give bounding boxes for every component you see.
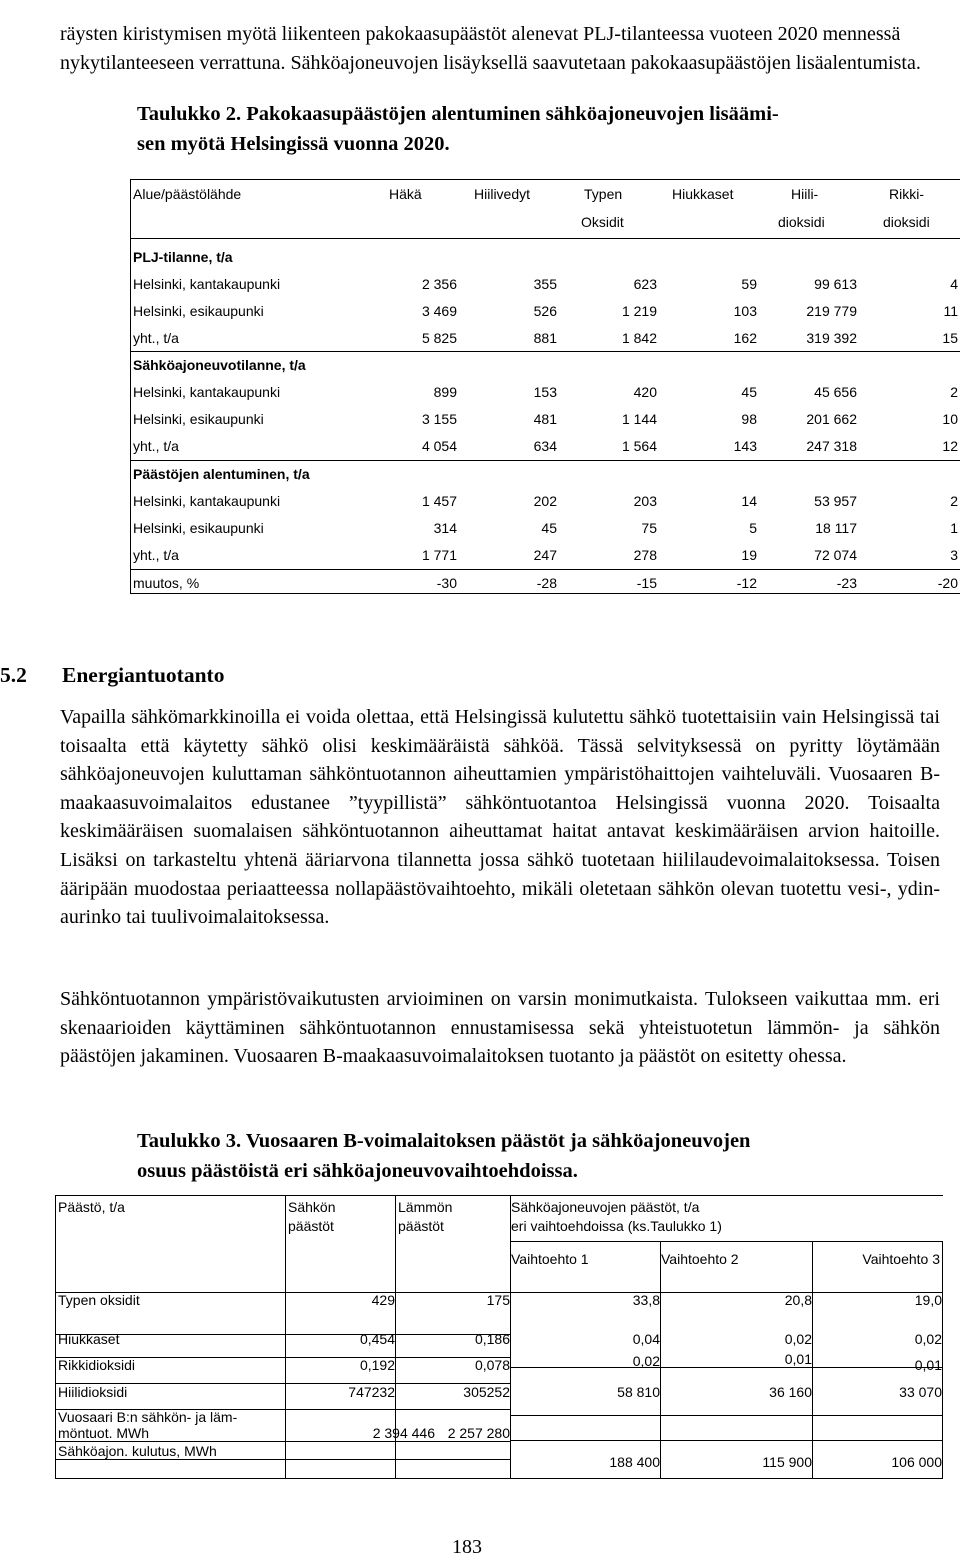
- cell-so2: 15: [942, 330, 958, 346]
- cell-electricity: 747232: [348, 1384, 395, 1400]
- row-label: Rikkidioksidi: [58, 1357, 136, 1373]
- intro-paragraph: räysten kiristymisen myötä liikenteen pakokaasupäästöt alenevat PLJ-tilanteessa vuoteen 2020 mennessä nykytilanteeseen verrattuna. Sähköajoneuvojen lisäyksellä saavutetaan pakokaasupäästöjen lisäalentumista.: [60, 23, 921, 74]
- cell-heat: 2 257 280: [447, 1425, 510, 1441]
- cell-hc: 634: [533, 438, 557, 454]
- table-row: [131, 488, 960, 515]
- cell-hc: 202: [533, 493, 557, 509]
- cell-co: 1 457: [421, 493, 457, 509]
- cell-hc: 45: [541, 520, 557, 536]
- row-label: Helsinki, esikaupunki: [133, 411, 264, 427]
- header-ev-2: eri vaihtoehdoissa (ks.Taulukko 1): [511, 1218, 722, 1234]
- row-label: Sähköajon. kulutus, MWh: [58, 1443, 217, 1459]
- header-co: Häkä: [389, 186, 422, 202]
- cell-nox: 278: [633, 547, 657, 563]
- change-row: [131, 569, 960, 597]
- header-so2-2: dioksidi: [883, 214, 930, 230]
- cell-so2: 4: [950, 276, 958, 292]
- cell-electricity: 0,454: [359, 1331, 395, 1347]
- cell-heat: 0,078: [474, 1357, 510, 1373]
- header-heat-2: päästöt: [398, 1218, 444, 1234]
- header-electricity-2: päästöt: [288, 1218, 334, 1234]
- cell-alt3: 33 070: [899, 1384, 942, 1400]
- cell-so2: 2: [950, 493, 958, 509]
- cell-heat: 305252: [463, 1384, 510, 1400]
- cell-alt2: 0,02: [784, 1331, 812, 1347]
- cell-alt2: 0,01: [784, 1351, 812, 1367]
- header-co2-1: Hiili-: [791, 186, 819, 202]
- cell-nox: 1 219: [621, 303, 657, 319]
- cell-so2: 12: [942, 438, 958, 454]
- row-label: Helsinki, kantakaupunki: [133, 493, 281, 509]
- cell-pm: 14: [741, 493, 757, 509]
- cell-co2: 247 318: [806, 438, 857, 454]
- cell-pm: 103: [733, 303, 757, 319]
- table-row: [131, 433, 960, 460]
- cell-pm: 19: [741, 547, 757, 563]
- power-plant-table: [55, 1195, 943, 1480]
- cell-alt2: 20,8: [784, 1292, 812, 1308]
- cell-co2: 99 613: [814, 276, 857, 292]
- cell-co: 5 825: [421, 330, 457, 346]
- cell-hc: 153: [533, 384, 557, 400]
- cell-alt2: 115 900: [762, 1454, 812, 1470]
- cell-nox: 1 564: [621, 438, 657, 454]
- cell-co: 4 054: [421, 438, 457, 454]
- cell-nox: 203: [633, 493, 657, 509]
- header-pm: Hiukkaset: [672, 186, 734, 202]
- row-label: Helsinki, kantakaupunki: [133, 384, 281, 400]
- cell-nox: 1 144: [621, 411, 657, 427]
- table-row: [131, 542, 960, 569]
- cell-co: 314: [433, 520, 457, 536]
- cell-so2: 11: [943, 303, 958, 319]
- header-alt3: Vaihtoehto 3: [862, 1251, 940, 1267]
- cell-alt1: 58 810: [617, 1384, 660, 1400]
- cell-alt3: 0,02: [914, 1331, 942, 1347]
- row-label: Helsinki, esikaupunki: [133, 520, 264, 536]
- table1-caption-line1: Taulukko 2. Pakokaasupäästöjen alentuminen sähköajoneuvojen lisäämi-: [137, 103, 779, 125]
- cell-electricity: 2 394 446: [372, 1425, 435, 1441]
- cell-hc: 247: [533, 547, 557, 563]
- row-label: Hiilidioksidi: [58, 1384, 128, 1400]
- cell-alt3: 0,01: [914, 1357, 942, 1373]
- cell-alt3: 106 000: [891, 1454, 942, 1470]
- cell-pm: 5: [749, 520, 757, 536]
- cell-pm: 59: [741, 276, 757, 292]
- section-title-row: [131, 351, 960, 379]
- cell-so2: 2: [950, 384, 958, 400]
- cell-co2: 18 117: [815, 520, 857, 536]
- table-row: [131, 406, 960, 433]
- header-emission: Päästö, t/a: [58, 1199, 125, 1215]
- table-row: [131, 271, 960, 298]
- section-title: Päästöjen alentuminen, t/a: [133, 466, 310, 482]
- cell-so2: -20: [937, 575, 958, 591]
- row-label: muutos, %: [133, 575, 200, 591]
- table-row: [131, 325, 960, 352]
- body-paragraph-2: Sähköntuotannon ympäristövaikutusten arvioiminen on varsin monimutkaista. Tulokseen vaikuttaa mm. eri skenaarioiden käyttäminen sähköntuotannon ennustamisessa sekä yhteistuotetun lämmön- ja sähkön päästöjen jakaminen. Vuosaaren B-maakaasuvoimalaitoksen tuotanto ja päästöt on esitetty ohessa.: [60, 988, 940, 1068]
- cell-so2: 1: [950, 520, 958, 536]
- cell-co: 899: [433, 384, 457, 400]
- table-row: [131, 515, 960, 542]
- cell-pm: 98: [741, 411, 757, 427]
- table-header: [131, 180, 960, 239]
- cell-co2: 53 957: [814, 493, 857, 509]
- row-label: Helsinki, kantakaupunki: [133, 276, 281, 292]
- cell-hc: -28: [536, 575, 557, 591]
- cell-co: 1 771: [421, 547, 457, 563]
- cell-co2: 319 392: [806, 330, 857, 346]
- cell-pm: 162: [733, 330, 757, 346]
- cell-co: 3 469: [421, 303, 457, 319]
- header-alt2: Vaihtoehto 2: [661, 1251, 739, 1267]
- header-hc: Hiilivedyt: [474, 186, 531, 202]
- cell-co2: 45 656: [814, 384, 857, 400]
- row-label: Typen oksidit: [58, 1292, 140, 1308]
- cell-co2: 72 074: [814, 547, 857, 563]
- cell-co: 2 356: [421, 276, 457, 292]
- cell-hc: 355: [533, 276, 557, 292]
- table-row: [131, 379, 960, 406]
- table1-caption: [137, 99, 779, 159]
- table2-caption-line2: osuus päästöistä eri sähköajoneuvovaihtoehdoissa.: [137, 1160, 578, 1182]
- header-area: Alue/päästölähde: [133, 186, 242, 202]
- section-title-row: [131, 244, 960, 271]
- cell-alt2: 36 160: [769, 1384, 812, 1400]
- cell-hc: 526: [533, 303, 557, 319]
- cell-pm: 45: [741, 384, 757, 400]
- table2-caption: [137, 1126, 750, 1186]
- row-label-line2: möntuot. MWh: [58, 1425, 150, 1441]
- cell-electricity: 429: [371, 1292, 395, 1308]
- cell-alt1: 0,04: [632, 1331, 660, 1347]
- cell-alt1: 188 400: [609, 1454, 660, 1470]
- header-nox-2: Oksidit: [581, 214, 624, 230]
- header-heat-1: Lämmön: [398, 1199, 453, 1215]
- cell-hc: 481: [533, 411, 557, 427]
- cell-so2: 10: [942, 411, 958, 427]
- cell-co: -30: [436, 575, 457, 591]
- page-number: 183: [452, 1536, 482, 1558]
- header-electricity-1: Sähkön: [288, 1199, 336, 1215]
- header-ev-1: Sähköajoneuvojen päästöt, t/a: [511, 1199, 700, 1215]
- row-label: yht., t/a: [133, 547, 179, 563]
- cell-nox: 75: [641, 520, 657, 536]
- cell-heat: 175: [486, 1292, 510, 1308]
- body-paragraph-1: Vapailla sähkömarkkinoilla ei voida olettaa, että Helsingissä kulutettu sähkö tuotettaisiin vain Helsingissä tai toisaalta että käytetty sähkö olisi keskimääräistä sähköä. Tässä selvityksessä on pyritty löytämään sähköajoneuvojen kuluttaman sähköntuotannon aiheuttamien ympäristöhaittojen vaihteluväli. Vuosaaren B-maakaasuvoimalaitos edustanee ”tyypillistä” sähköntuotantoa Helsingissä vuonna 2020. Toisaalta keskimääräisen suomalaisen sähköntuotannon aiheuttamat haitat antavat keskimääräisen arvion haitoille. Lisäksi on tarkasteltu yhtenä ääriarvona tilannetta jossa sähkö tuotetaan hiililaudevoimalaitoksessa. Toisen ääripään muodostaa periaatteessa nollapäästövaihtoehto, mikäli oletetaan sähkön olevan tuotettu vesi-, ydin- aurinko tai tuulivoimalaitoksessa.: [60, 706, 940, 929]
- header-so2-1: Rikki-: [889, 186, 924, 202]
- header-nox-1: Typen: [584, 186, 623, 202]
- cell-nox: 623: [633, 276, 657, 292]
- cell-so2: 3: [950, 547, 958, 563]
- cell-alt1: 0,02: [632, 1353, 660, 1369]
- cell-electricity: 0,192: [359, 1357, 395, 1373]
- cell-nox: 420: [633, 384, 657, 400]
- section-title-row: [131, 460, 960, 488]
- cell-hc: 881: [533, 330, 557, 346]
- cell-co2: 219 779: [806, 303, 857, 319]
- cell-alt3: 19,0: [914, 1292, 942, 1308]
- cell-heat: 0,186: [474, 1331, 510, 1347]
- section-title: Energiantuotanto: [62, 663, 225, 687]
- row-label: yht., t/a: [133, 438, 179, 454]
- section-number: 5.2: [0, 663, 27, 687]
- table1-caption-line2: sen myötä Helsingissä vuonna 2020.: [137, 133, 450, 155]
- section-title: Sähköajoneuvotilanne, t/a: [133, 357, 306, 373]
- table-row: [131, 298, 960, 325]
- cell-nox: 1 842: [621, 330, 657, 346]
- cell-co2: 201 662: [806, 411, 857, 427]
- cell-co2: -23: [836, 575, 857, 591]
- cell-pm: -12: [736, 575, 757, 591]
- cell-nox: -15: [636, 575, 657, 591]
- row-label-line1: Vuosaari B:n sähkön- ja läm-: [58, 1409, 238, 1425]
- header-co2-2: dioksidi: [778, 214, 825, 230]
- emissions-table: [130, 179, 960, 594]
- table2-caption-line1: Taulukko 3. Vuosaaren B-voimalaitoksen päästöt ja sähköajoneuvojen: [137, 1130, 751, 1152]
- cell-pm: 143: [733, 438, 757, 454]
- section-title: PLJ-tilanne, t/a: [133, 249, 233, 265]
- cell-co: 3 155: [421, 411, 457, 427]
- header-alt1: Vaihtoehto 1: [511, 1251, 589, 1267]
- cell-alt1: 33,8: [632, 1292, 660, 1308]
- row-label: Helsinki, esikaupunki: [133, 303, 264, 319]
- row-label: Hiukkaset: [58, 1331, 120, 1347]
- row-label: yht., t/a: [133, 330, 179, 346]
